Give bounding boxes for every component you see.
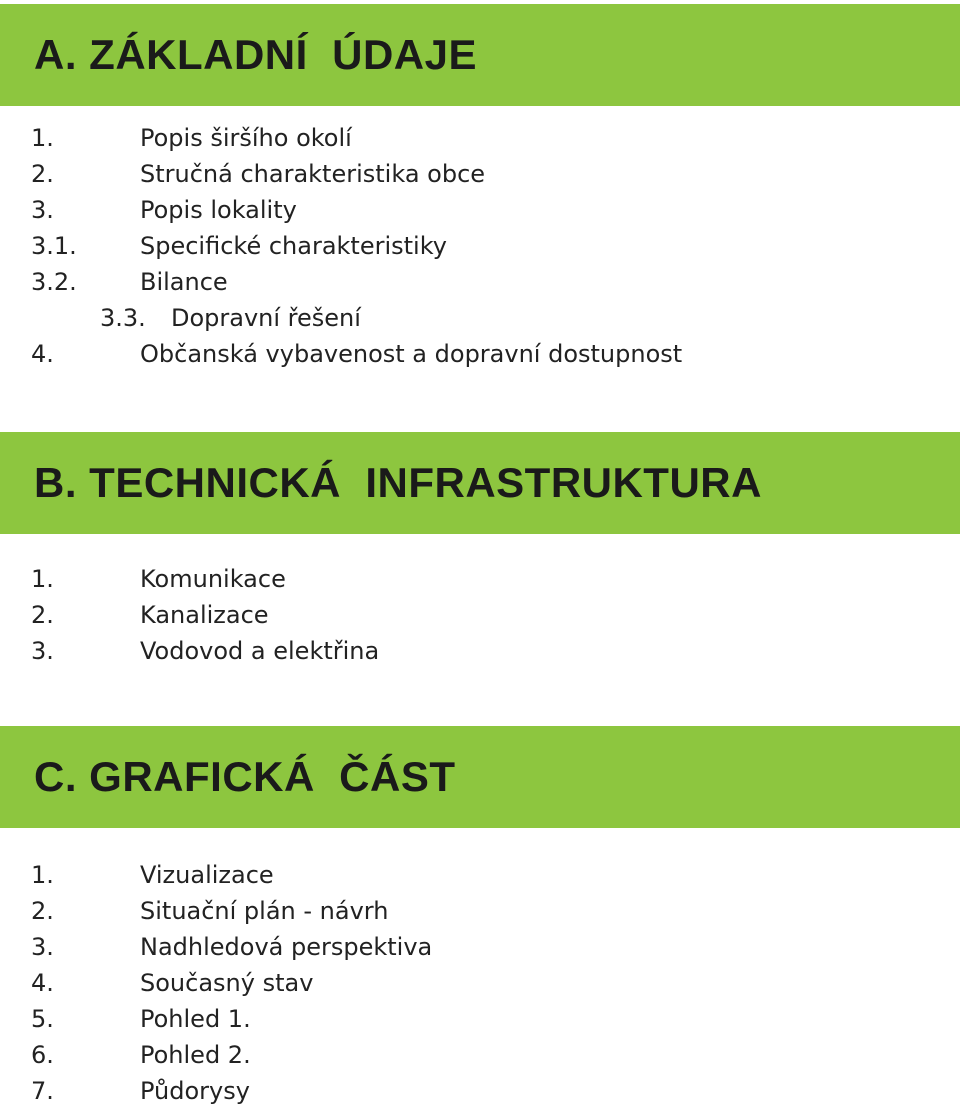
toc-item-number: 4. xyxy=(31,969,54,997)
toc-item-label: Občanská vybavenost a dopravní dostupnost xyxy=(140,340,683,368)
toc-item-label: Vizualizace xyxy=(140,861,274,889)
toc-item-a-3-1 xyxy=(0,228,960,264)
toc-item-number: 1. xyxy=(31,861,54,889)
toc-item-number: 3.3. xyxy=(100,304,146,332)
toc-item-a-3-3 xyxy=(0,300,960,336)
toc-item-label: Nadhledová perspektiva xyxy=(140,933,433,961)
toc-item-b-1 xyxy=(0,561,960,597)
toc-item-label: Dopravní řešení xyxy=(171,304,361,332)
toc-item-c-6 xyxy=(0,1037,960,1073)
section-b-list xyxy=(0,561,960,669)
toc-item-number: 6. xyxy=(31,1041,54,1069)
section-b-header xyxy=(0,432,960,534)
toc-item-number: 7. xyxy=(31,1077,54,1105)
section-c-title: C. GRAFICKÁ ČÁST xyxy=(34,753,456,800)
toc-item-number: 3. xyxy=(31,933,54,961)
section-a-header xyxy=(0,4,960,106)
toc-item-number: 2. xyxy=(31,897,54,925)
section-c-header xyxy=(0,726,960,828)
section-c-list xyxy=(0,857,960,1109)
toc-item-label: Situační plán - návrh xyxy=(140,897,389,925)
toc-item-c-7 xyxy=(0,1073,960,1109)
toc-item-a-2 xyxy=(0,156,960,192)
toc-item-a-4 xyxy=(0,336,960,372)
toc-item-number: 4. xyxy=(31,340,54,368)
toc-item-c-4 xyxy=(0,965,960,1001)
toc-item-c-3 xyxy=(0,929,960,965)
toc-item-number: 3. xyxy=(31,196,54,224)
toc-item-number: 2. xyxy=(31,601,54,629)
toc-item-a-3-2 xyxy=(0,264,960,300)
toc-item-c-5 xyxy=(0,1001,960,1037)
toc-item-label: Popis lokality xyxy=(140,196,297,224)
toc-item-label: Vodovod a elektřina xyxy=(140,637,380,665)
section-b-title: B. TECHNICKÁ INFRASTRUKTURA xyxy=(34,459,762,506)
toc-item-label: Stručná charakteristika obce xyxy=(140,160,486,188)
toc-item-label: Popis širšího okolí xyxy=(140,124,352,152)
toc-item-number: 3. xyxy=(31,637,54,665)
toc-item-label: Pohled 1. xyxy=(140,1005,251,1033)
toc-item-label: Bilance xyxy=(140,268,228,296)
toc-item-number: 3.1. xyxy=(31,232,77,260)
toc-item-b-2 xyxy=(0,597,960,633)
toc-item-label: Pohled 2. xyxy=(140,1041,251,1069)
toc-item-number: 1. xyxy=(31,565,54,593)
toc-item-number: 1. xyxy=(31,124,54,152)
toc-item-label: Kanalizace xyxy=(140,601,269,629)
toc-item-number: 5. xyxy=(31,1005,54,1033)
section-a-title: A. ZÁKLADNÍ ÚDAJE xyxy=(34,31,478,78)
toc-item-label: Půdorysy xyxy=(140,1077,250,1105)
toc-item-c-2 xyxy=(0,893,960,929)
toc-item-label: Současný stav xyxy=(140,969,314,997)
toc-item-b-3 xyxy=(0,633,960,669)
toc-item-a-3 xyxy=(0,192,960,228)
toc-item-label: Specifické charakteristiky xyxy=(140,232,447,260)
toc-item-c-1 xyxy=(0,857,960,893)
toc-item-number: 3.2. xyxy=(31,268,77,296)
toc-item-a-1 xyxy=(0,120,960,156)
toc-item-label: Komunikace xyxy=(140,565,286,593)
toc-item-number: 2. xyxy=(31,160,54,188)
section-a-list xyxy=(0,120,960,372)
